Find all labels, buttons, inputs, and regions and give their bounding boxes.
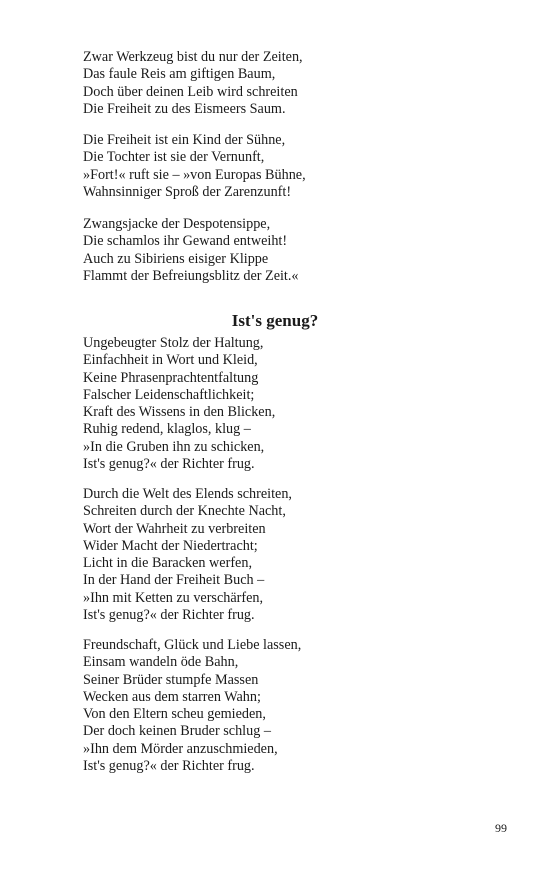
verse-line: Ungebeugter Stolz der Haltung,	[83, 335, 264, 351]
verse-line: Der doch keinen Bruder schlug –	[83, 723, 271, 740]
verse-line: Zwar Werkzeug bist du nur der Zeiten,	[83, 49, 303, 65]
verse-line: Ruhig redend, klaglos, klug –	[83, 421, 251, 438]
verse-line: »In die Gruben ihn zu schicken,	[83, 438, 265, 455]
verse-line: Ist's genug?« der Richter frug.	[83, 607, 255, 624]
verse-line: »Ihn mit Ketten zu verschärfen,	[83, 589, 264, 606]
verse-line: Schreiten durch der Knechte Nacht,	[83, 503, 286, 520]
verse-line: Ist's genug?« der Richter frug.	[83, 456, 255, 473]
verse-line: Zwangsjacke der Despotensippe,	[83, 216, 271, 232]
poem-stanza-3	[83, 637, 301, 775]
verse-line: Die Freiheit zu des Eismeers Saum.	[83, 100, 286, 117]
verse-line: Doch über deinen Leib wird schreiten	[83, 83, 298, 100]
verse-line: Wort der Wahrheit zu verbreiten	[83, 520, 266, 537]
page-number: 99	[495, 821, 507, 835]
verse-line: In der Hand der Freiheit Buch –	[83, 572, 265, 589]
verse-line: Licht in die Baracken werfen,	[83, 555, 252, 572]
verse-line: Einfachheit in Wort und Kleid,	[83, 352, 258, 369]
verse-line: Wecken aus dem starren Wahn;	[83, 688, 261, 705]
poem-title: Ist's genug?	[231, 311, 319, 330]
verse-line: Durch die Welt des Elends schreiten,	[83, 486, 292, 502]
verse-line: Die schamlos ihr Gewand entweiht!	[83, 233, 288, 250]
stanza-prev-2	[83, 132, 306, 201]
verse-line: Die Tochter ist sie der Vernunft,	[83, 149, 265, 166]
verse-line: Keine Phrasenprachtentfaltung	[83, 369, 259, 386]
verse-line: »Ihn dem Mörder anzuschmieden,	[83, 740, 278, 757]
stanza-prev-3	[83, 216, 299, 285]
verse-line: Einsam wandeln öde Bahn,	[83, 654, 239, 671]
verse-line: Von den Eltern scheu gemieden,	[83, 706, 266, 723]
stanza-prev-1	[83, 49, 303, 118]
verse-line: Freundschaft, Glück und Liebe lassen,	[83, 637, 302, 653]
verse-line: Seiner Brüder stumpfe Massen	[83, 671, 259, 688]
verse-line: Kraft des Wissens in den Blicken,	[83, 404, 276, 421]
verse-line: Flammt der Befreiungsblitz der Zeit.«	[83, 267, 299, 284]
verse-line: Falscher Leidenschaftlichkeit;	[83, 386, 255, 403]
verse-line: Wider Macht der Niedertracht;	[83, 537, 258, 554]
verse-line: Wahnsinniger Sproß der Zarenzunft!	[83, 183, 292, 200]
poem-stanza-2	[83, 486, 292, 624]
poem-stanza-1	[83, 335, 275, 473]
verse-line: Die Freiheit ist ein Kind der Sühne,	[83, 132, 286, 148]
verse-line: Ist's genug?« der Richter frug.	[83, 758, 255, 775]
verse-line: Auch zu Sibiriens eisiger Klippe	[83, 250, 269, 267]
verse-line: »Fort!« ruft sie – »von Europas Bühne,	[83, 166, 306, 183]
verse-line: Das faule Reis am giftigen Baum,	[83, 66, 276, 83]
